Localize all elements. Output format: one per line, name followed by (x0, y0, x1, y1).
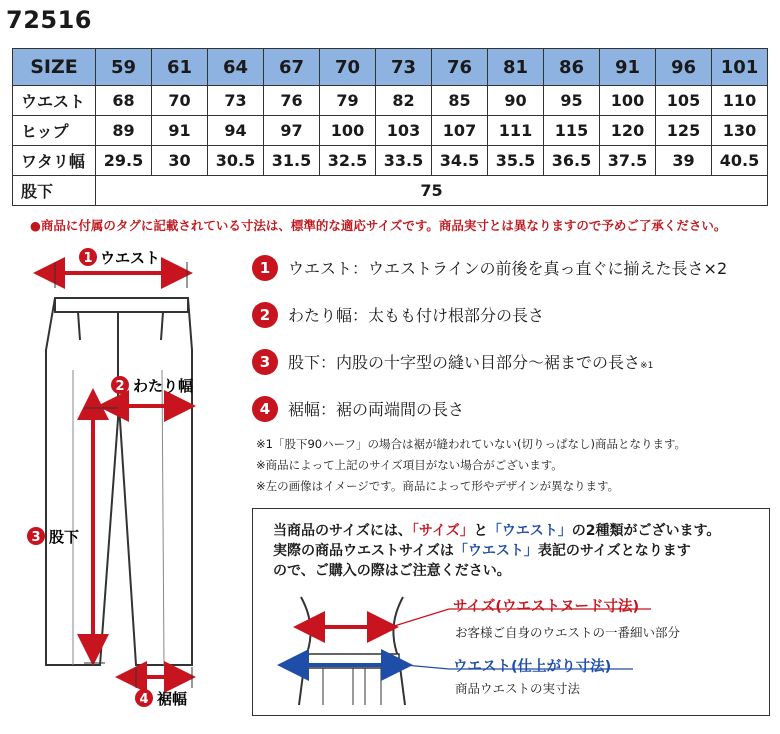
diagram-label-inseam (27, 527, 79, 546)
table-cell: 95 (544, 86, 600, 116)
size-cell: 61 (152, 49, 208, 86)
definition-waist: 1 ウエスト：ウエストラインの前後を真っ直ぐに揃えた長さ×2 (252, 252, 772, 299)
table-cell: 115 (544, 116, 600, 146)
measurement-definitions (252, 252, 772, 440)
svg-text:裾幅: 裾幅 (157, 690, 188, 708)
size-cell: 101 (712, 49, 768, 86)
table-cell: 79 (320, 86, 376, 116)
size-cell: 67 (264, 49, 320, 86)
size-cell: 59 (96, 49, 152, 86)
table-cell: 125 (656, 116, 712, 146)
size-cell: 70 (320, 49, 376, 86)
table-cell: 90 (488, 86, 544, 116)
size-cell: 91 (600, 49, 656, 86)
table-cell: 40.5 (712, 146, 768, 176)
table-cell: 39 (656, 146, 712, 176)
number-badge: 1 (252, 255, 278, 281)
size-cell: 86 (544, 49, 600, 86)
table-cell: 33.5 (376, 146, 432, 176)
number-badge: 3 (252, 349, 278, 375)
product-code: 72516 (6, 6, 92, 34)
table-cell: 110 (712, 86, 768, 116)
table-header-row (13, 49, 768, 86)
definition-thigh: 2 わたり幅：太もも付け根部分の長さ (252, 299, 772, 346)
table-cell: 34.5 (432, 146, 488, 176)
svg-text:ウエスト: ウエスト (100, 249, 161, 267)
number-badge: 4 (252, 396, 278, 422)
table-cell: 37.5 (600, 146, 656, 176)
table-cell: 94 (208, 116, 264, 146)
table-row (13, 146, 768, 176)
waist-description: 商品ウエストの実寸法 (455, 681, 581, 696)
table-cell: 31.5 (264, 146, 320, 176)
table-row-inseam (13, 176, 768, 206)
table-cell: 70 (152, 86, 208, 116)
svg-text:股下: 股下 (49, 528, 80, 546)
size-info-box (252, 508, 770, 716)
row-label: ウエスト (13, 86, 96, 116)
svg-text:2: 2 (115, 379, 125, 394)
diagram-label-thigh (111, 376, 193, 395)
table-cell: 100 (320, 116, 376, 146)
diagram-label-waist (79, 248, 160, 267)
diagram-label-hem (135, 689, 187, 708)
inseam-value: 75 (96, 176, 768, 206)
footnote: ※1「股下90ハーフ」の場合は裾が縫われていない(切りっぱなし)商品となります。 (256, 437, 687, 451)
table-cell: 36.5 (544, 146, 600, 176)
size-description: お客様ご自身のウエストの一番細い部分 (455, 625, 681, 640)
table-cell: 73 (208, 86, 264, 116)
waist-label: ウエスト(仕上がり寸法) (453, 659, 612, 675)
table-cell: 130 (712, 116, 768, 146)
table-cell: 29.5 (96, 146, 152, 176)
table-cell: 103 (376, 116, 432, 146)
table-cell: 35.5 (488, 146, 544, 176)
number-badge: 2 (252, 302, 278, 328)
table-cell: 82 (376, 86, 432, 116)
size-cell: 73 (376, 49, 432, 86)
table-cell: 76 (264, 86, 320, 116)
table-cell: 105 (656, 86, 712, 116)
size-cell: 81 (488, 49, 544, 86)
pants-diagram (0, 240, 240, 730)
footnote: ※左の画像はイメージです。商品によって形やデザインが異なります。 (256, 479, 620, 493)
svg-text:4: 4 (139, 692, 149, 707)
table-cell: 30.5 (208, 146, 264, 176)
info-text: 当商品のサイズには、「サイズ」と「ウエスト」の2種類がございます。 実際の商品ウエストサイズは「ウエスト」表記のサイズとなります ので、ご購入の際はご注意ください。 (273, 523, 721, 579)
svg-text:わたり幅: わたり幅 (133, 377, 194, 395)
table-cell: 68 (96, 86, 152, 116)
svg-text:1: 1 (83, 251, 93, 266)
table-cell: 107 (432, 116, 488, 146)
table-row (13, 116, 768, 146)
row-label: 股下 (13, 176, 96, 206)
row-label: ヒップ (13, 116, 96, 146)
size-cell: 96 (656, 49, 712, 86)
table-cell: 32.5 (320, 146, 376, 176)
table-cell: 85 (432, 86, 488, 116)
row-label: ワタリ幅 (13, 146, 96, 176)
table-cell: 120 (600, 116, 656, 146)
tag-size-notice: ●商品に付属のタグに記載されている寸法は、標準的な適応サイズです。商品実寸とは異なりますので予めご了承ください。 (30, 218, 727, 233)
table-cell: 100 (600, 86, 656, 116)
table-cell: 97 (264, 116, 320, 146)
table-header-label: SIZE (13, 49, 96, 86)
svg-text:3: 3 (31, 530, 41, 545)
size-cell: 76 (432, 49, 488, 86)
table-cell: 91 (152, 116, 208, 146)
table-cell: 30 (152, 146, 208, 176)
footnotes (256, 434, 686, 497)
definition-hem: 4 裾幅：裾の両端間の長さ (252, 393, 772, 440)
size-table (12, 48, 768, 206)
size-label: サイズ(ウエストヌード寸法) (453, 599, 640, 615)
table-cell: 89 (96, 116, 152, 146)
table-row (13, 86, 768, 116)
pants-outline (46, 298, 192, 665)
table-cell: 111 (488, 116, 544, 146)
footnote: ※商品によって上記のサイズ項目がない場合がございます。 (256, 458, 563, 472)
size-cell: 64 (208, 49, 264, 86)
definition-inseam: 3 股下：内股の十字型の縫い目部分〜裾までの長さ※1 (252, 346, 772, 393)
